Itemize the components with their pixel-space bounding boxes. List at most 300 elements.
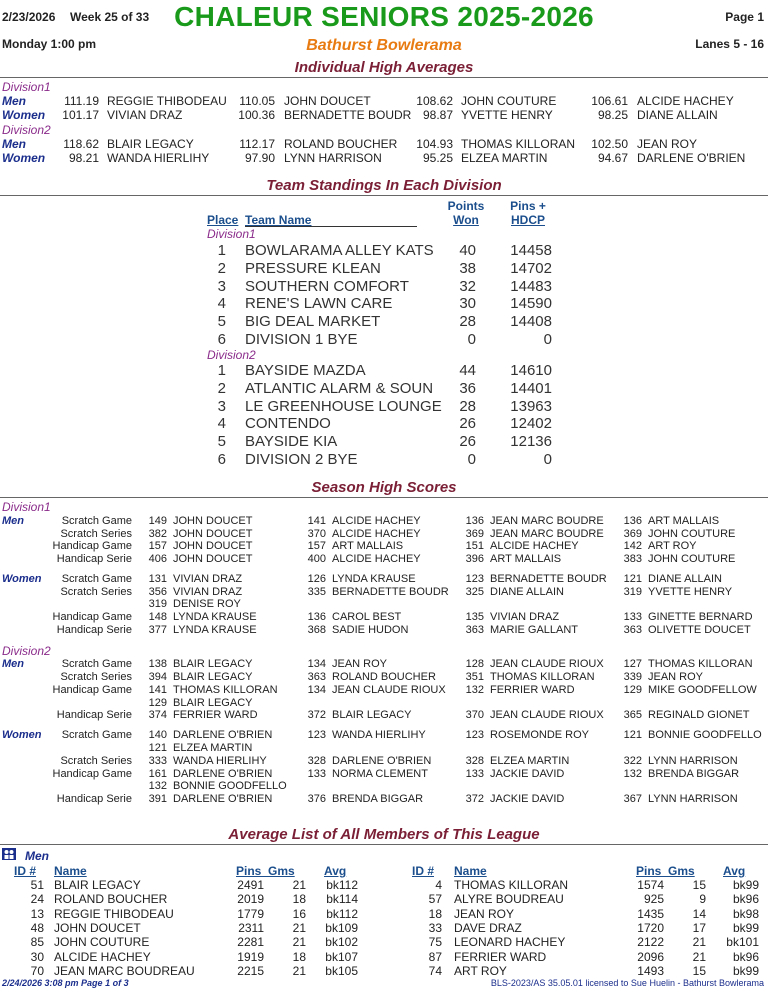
venue-name: Bathurst Bowlerama xyxy=(306,37,462,54)
sh-score: 319 xyxy=(623,586,642,598)
sh-score: 335 xyxy=(307,586,326,598)
sh-score: 141 xyxy=(307,515,326,527)
member-id: 30 xyxy=(30,950,44,964)
sh-score: 127 xyxy=(623,658,642,670)
sh-bowler-name: JOHN COUTURE xyxy=(648,553,736,565)
sh-category: Handicap Serie xyxy=(56,624,132,636)
member-id: 4 xyxy=(435,878,442,892)
high-averages-title: Individual High Averages xyxy=(294,59,474,76)
sh-division2-label: Division2 xyxy=(2,644,51,658)
col-pins-2: HDCP xyxy=(510,213,545,227)
ha-bowler-name: BERNADETTE BOUDR xyxy=(284,108,412,122)
sh-score: 396 xyxy=(465,553,484,565)
member-avg: bk98 xyxy=(732,907,759,921)
team-pins: 0 xyxy=(543,451,552,468)
member-avg: bk99 xyxy=(732,921,759,935)
member-games: 17 xyxy=(692,921,706,935)
team-points: 36 xyxy=(459,380,476,397)
sh-score: 351 xyxy=(465,671,484,683)
member-name: BLAIR LEGACY xyxy=(54,878,141,892)
member-games: 21 xyxy=(292,935,306,949)
team-name: BOWLARAMA ALLEY KATS xyxy=(245,242,434,259)
sh-score: 372 xyxy=(465,793,484,805)
team-points: 26 xyxy=(459,415,476,432)
sh-score: 328 xyxy=(307,755,326,767)
sh-bowler-name: OLIVETTE DOUCET xyxy=(648,624,751,636)
sh-score: 322 xyxy=(623,755,642,767)
sh-bowler-name: GINETTE BERNARD xyxy=(648,611,753,623)
member-name: JEAN MARC BOUDREAU xyxy=(54,964,195,978)
col-id-right: ID # xyxy=(412,864,435,878)
sh-score: 400 xyxy=(307,553,326,565)
ha-avg-value: 104.93 xyxy=(416,137,453,151)
sh-score: 372 xyxy=(307,709,326,721)
sh-score: 133 xyxy=(307,768,326,780)
sh-bowler-name: YVETTE HENRY xyxy=(648,586,733,598)
ha-bowler-name: DARLENE O'BRIEN xyxy=(637,151,746,165)
sh-bowler-name: THOMAS KILLORAN xyxy=(490,671,595,683)
member-games: 18 xyxy=(292,950,306,964)
member-id: 24 xyxy=(30,892,44,906)
team-pins: 14483 xyxy=(510,278,552,295)
sh-score: 365 xyxy=(623,709,642,721)
ha-avg-value: 98.21 xyxy=(68,151,99,165)
team-name: BAYSIDE KIA xyxy=(245,433,338,450)
team-place: 2 xyxy=(217,380,226,397)
member-name: JOHN DOUCET xyxy=(54,921,141,935)
sh-score: 383 xyxy=(623,553,642,565)
team-name: ATLANTIC ALARM & SOUN xyxy=(245,380,434,397)
ha-bowler-name: THOMAS KILLORAN xyxy=(461,137,576,151)
sh-score: 128 xyxy=(465,658,484,670)
ha-bowler-name: JOHN DOUCET xyxy=(284,94,371,108)
team-name: PRESSURE KLEAN xyxy=(245,260,381,277)
sh-bowler-name: DENISE ROY xyxy=(173,598,241,610)
col-pins-1: Pins + xyxy=(510,199,546,213)
page-number: Page 1 xyxy=(725,10,764,24)
sh-score: 126 xyxy=(307,573,326,585)
sh-score: 136 xyxy=(465,515,484,527)
sh-category: Scratch Series xyxy=(60,671,132,683)
sh-score: 368 xyxy=(307,624,326,636)
member-games: 15 xyxy=(692,878,706,892)
team-pins: 14408 xyxy=(510,313,552,330)
sh-bowler-name: FERRIER WARD xyxy=(490,684,575,696)
member-pins: 1779 xyxy=(237,907,264,921)
sh-bowler-name: JOHN DOUCET xyxy=(173,515,253,527)
team-name: LE GREENHOUSE LOUNGE xyxy=(245,398,442,415)
member-id: 74 xyxy=(428,964,442,978)
member-pins: 2019 xyxy=(237,892,264,906)
team-place: 5 xyxy=(217,313,226,330)
sh-score: 149 xyxy=(148,515,167,527)
sh-bowler-name: ROSEMONDE ROY xyxy=(490,729,590,741)
standings-division-label: Division2 xyxy=(207,348,256,362)
sh-bowler-name: BLAIR LEGACY xyxy=(173,697,253,709)
sh-bowler-name: JEAN MARC BOUDRE xyxy=(490,515,604,527)
ha-bowler-name: LYNN HARRISON xyxy=(284,151,382,165)
divider xyxy=(0,497,768,498)
ha-bowler-name: JEAN ROY xyxy=(637,137,698,151)
day-time: Monday 1:00 pm xyxy=(2,37,97,51)
sh-bowler-name: JOHN DOUCET xyxy=(173,540,253,552)
team-points: 44 xyxy=(459,362,476,379)
sh-score: 121 xyxy=(623,573,642,585)
sh-div2-men-label: Men xyxy=(2,658,24,670)
sh-score: 374 xyxy=(148,709,167,721)
sh-score: 129 xyxy=(623,684,642,696)
ha-avg-value: 101.17 xyxy=(62,108,99,122)
sh-bowler-name: JEAN MARC BOUDRE xyxy=(490,528,604,540)
member-avg: bk96 xyxy=(732,892,759,906)
sh-score: 121 xyxy=(148,742,167,754)
team-points: 40 xyxy=(459,242,476,259)
sh-score: 325 xyxy=(465,586,484,598)
team-place: 1 xyxy=(217,242,226,259)
sh-category: Scratch Series xyxy=(60,586,132,598)
sh-category: Scratch Game xyxy=(61,729,132,741)
sh-score: 339 xyxy=(623,671,642,683)
sh-bowler-name: LYNDA KRAUSE xyxy=(332,573,416,585)
member-pins: 1574 xyxy=(637,878,664,892)
member-games: 16 xyxy=(292,907,306,921)
sh-bowler-name: VIVIAN DRAZ xyxy=(173,573,243,585)
sh-category: Handicap Serie xyxy=(56,553,132,565)
sh-bowler-name: DIANE ALLAIN xyxy=(648,573,722,585)
member-pins: 1720 xyxy=(637,921,664,935)
sh-bowler-name: JEAN CLAUDE RIOUX xyxy=(490,658,604,670)
sh-bowler-name: LYNN HARRISON xyxy=(648,755,738,767)
sh-category: Scratch Series xyxy=(60,528,132,540)
sh-div1-women-label: Women xyxy=(2,573,42,585)
team-pins: 12136 xyxy=(510,433,552,450)
sh-score: 136 xyxy=(623,515,642,527)
team-points: 26 xyxy=(459,433,476,450)
member-avg: bk112 xyxy=(326,907,358,921)
member-name: THOMAS KILLORAN xyxy=(454,878,569,892)
sh-bowler-name: BLAIR LEGACY xyxy=(173,658,253,670)
sh-score: 406 xyxy=(148,553,167,565)
ha-group-label: Men xyxy=(2,137,26,151)
sh-bowler-name: REGINALD GIONET xyxy=(648,709,750,721)
sh-category: Handicap Game xyxy=(52,684,132,696)
people-icon xyxy=(2,848,16,860)
member-pins: 1493 xyxy=(637,964,664,978)
team-points: 28 xyxy=(459,398,476,415)
sh-score: 363 xyxy=(307,671,326,683)
sh-score: 161 xyxy=(148,768,167,780)
sh-bowler-name: JEAN CLAUDE RIOUX xyxy=(490,709,604,721)
sh-score: 141 xyxy=(148,684,167,696)
member-games: 21 xyxy=(692,950,706,964)
sh-score: 377 xyxy=(148,624,167,636)
ha-avg-value: 100.36 xyxy=(238,108,275,122)
member-id: 18 xyxy=(428,907,442,921)
team-name-underline xyxy=(245,226,417,227)
sh-category: Handicap Game xyxy=(52,768,132,780)
team-pins: 14401 xyxy=(510,380,552,397)
sh-bowler-name: WANDA HIERLIHY xyxy=(332,729,426,741)
avg-list-group-label: Men xyxy=(25,849,49,863)
lanes-label: Lanes 5 - 16 xyxy=(695,37,764,51)
sh-bowler-name: BRENDA BIGGAR xyxy=(332,793,424,805)
team-place: 1 xyxy=(217,362,226,379)
member-avg: bk112 xyxy=(326,878,358,892)
sh-category: Scratch Game xyxy=(61,573,132,585)
team-place: 6 xyxy=(217,451,226,468)
member-name: DAVE DRAZ xyxy=(454,921,522,935)
sh-score: 157 xyxy=(307,540,326,552)
member-pins: 1435 xyxy=(637,907,664,921)
member-games: 15 xyxy=(692,964,706,978)
sh-bowler-name: JOHN COUTURE xyxy=(648,528,736,540)
sh-bowler-name: ELZEA MARTIN xyxy=(490,755,570,767)
sh-score: 369 xyxy=(465,528,484,540)
team-name: SOUTHERN COMFORT xyxy=(245,278,409,295)
sh-score: 136 xyxy=(307,611,326,623)
team-pins: 12402 xyxy=(510,415,552,432)
sh-bowler-name: NORMA CLEMENT xyxy=(332,768,428,780)
sh-bowler-name: LYNDA KRAUSE xyxy=(173,611,257,623)
ha-avg-value: 98.87 xyxy=(422,108,453,122)
member-name: ROLAND BOUCHER xyxy=(54,892,168,906)
divider xyxy=(0,844,768,845)
member-pins: 2281 xyxy=(237,935,264,949)
sh-bowler-name: LYNDA KRAUSE xyxy=(173,624,257,636)
season-high-title: Season High Scores xyxy=(311,479,457,496)
sh-bowler-name: SADIE HUDON xyxy=(332,624,409,636)
sh-bowler-name: THOMAS KILLORAN xyxy=(173,684,278,696)
ha-avg-value: 110.05 xyxy=(239,94,275,108)
sh-score: 123 xyxy=(465,729,484,741)
sh-category: Scratch Series xyxy=(60,755,132,767)
week-label: Week 25 of 33 xyxy=(70,10,150,24)
sh-bowler-name: ART MALLAIS xyxy=(648,515,720,527)
member-games: 18 xyxy=(292,892,306,906)
member-id: 57 xyxy=(428,892,442,906)
ha-avg-value: 112.17 xyxy=(239,137,275,151)
sh-score: 328 xyxy=(465,755,484,767)
sh-bowler-name: MARIE GALLANT xyxy=(490,624,579,636)
member-avg: bk109 xyxy=(325,921,358,935)
ha-avg-value: 111.19 xyxy=(64,94,99,108)
member-name: FERRIER WARD xyxy=(454,950,547,964)
sh-score: 134 xyxy=(307,684,326,696)
sh-bowler-name: DARLENE O'BRIEN xyxy=(173,729,273,741)
team-name: DIVISION 1 BYE xyxy=(245,331,358,348)
col-team-name: Team Name xyxy=(245,213,312,227)
team-pins: 14458 xyxy=(510,242,552,259)
ha-avg-value: 118.62 xyxy=(63,137,99,151)
team-name: BAYSIDE MAZDA xyxy=(245,362,366,379)
sh-score: 151 xyxy=(465,540,484,552)
col-name-left: Name xyxy=(54,864,87,878)
member-pins: 2215 xyxy=(237,964,264,978)
footer-left: 2/24/2026 3:08 pm Page 1 of 3 xyxy=(2,978,129,988)
member-pins: 2096 xyxy=(637,950,664,964)
member-name: LEONARD HACHEY xyxy=(454,935,566,949)
ha-avg-value: 108.62 xyxy=(416,94,453,108)
team-points: 0 xyxy=(467,331,476,348)
team-points: 30 xyxy=(459,295,476,312)
sh-score: 129 xyxy=(148,697,167,709)
member-id: 85 xyxy=(30,935,44,949)
team-pins: 14702 xyxy=(510,260,552,277)
col-pins-gms-right: Pins Gms xyxy=(636,864,695,878)
sh-bowler-name: BONNIE GOODFELLO xyxy=(648,729,762,741)
ha-avg-value: 106.61 xyxy=(591,94,628,108)
member-id: 75 xyxy=(428,935,442,949)
sh-bowler-name: DARLENE O'BRIEN xyxy=(332,755,432,767)
member-games: 9 xyxy=(699,892,706,906)
ha-group-label: Men xyxy=(2,94,26,108)
ha-bowler-name: WANDA HIERLIHY xyxy=(107,151,210,165)
league-title: CHALEUR SENIORS 2025-2026 xyxy=(174,1,594,32)
member-games: 14 xyxy=(692,907,706,921)
sh-score: 157 xyxy=(148,540,167,552)
member-pins: 2311 xyxy=(238,921,264,935)
col-id-left: ID # xyxy=(14,864,37,878)
sh-bowler-name: BONNIE GOODFELLO xyxy=(173,780,287,792)
sh-score: 131 xyxy=(148,573,167,585)
team-name: BIG DEAL MARKET xyxy=(245,313,381,330)
sh-score: 134 xyxy=(307,658,326,670)
member-games: 21 xyxy=(292,921,306,935)
sh-bowler-name: DARLENE O'BRIEN xyxy=(173,768,273,780)
member-pins: 2122 xyxy=(637,935,664,949)
sh-bowler-name: BERNADETTE BOUDR xyxy=(490,573,607,585)
member-id: 13 xyxy=(30,907,44,921)
sh-bowler-name: LYNN HARRISON xyxy=(648,793,738,805)
standings-division-label: Division1 xyxy=(207,227,256,241)
sh-div2-women-label: Women xyxy=(2,729,42,741)
team-pins: 14610 xyxy=(510,362,552,379)
team-place: 6 xyxy=(217,331,226,348)
sh-score: 367 xyxy=(623,793,642,805)
sh-score: 132 xyxy=(623,768,642,780)
sh-div1-men-label: Men xyxy=(2,515,24,527)
member-pins: 1919 xyxy=(237,950,264,964)
team-pins: 14590 xyxy=(510,295,552,312)
sh-bowler-name: CAROL BEST xyxy=(332,611,402,623)
col-name-right: Name xyxy=(454,864,487,878)
member-name: REGGIE THIBODEAU xyxy=(54,907,174,921)
member-games: 21 xyxy=(292,964,306,978)
member-id: 70 xyxy=(30,964,44,978)
sh-bowler-name: THOMAS KILLORAN xyxy=(648,658,753,670)
sh-bowler-name: JOHN DOUCET xyxy=(173,553,253,565)
col-points-2: Won xyxy=(453,213,479,227)
sh-bowler-name: BLAIR LEGACY xyxy=(332,709,412,721)
sh-bowler-name: ART MALLAIS xyxy=(490,553,562,565)
sh-score: 123 xyxy=(465,573,484,585)
ha-bowler-name: REGGIE THIBODEAU xyxy=(107,94,227,108)
sh-score: 123 xyxy=(307,729,326,741)
ha-bowler-name: JOHN COUTURE xyxy=(461,94,557,108)
sh-score: 133 xyxy=(465,768,484,780)
ha-bowler-name: YVETTE HENRY xyxy=(461,108,553,122)
sh-bowler-name: VIVIAN DRAZ xyxy=(173,586,243,598)
member-name: JEAN ROY xyxy=(454,907,515,921)
ha-bowler-name: VIVIAN DRAZ xyxy=(107,108,183,122)
sh-bowler-name: ALCIDE HACHEY xyxy=(332,553,421,565)
sh-bowler-name: ALCIDE HACHEY xyxy=(332,515,421,527)
member-id: 51 xyxy=(30,878,44,892)
sh-score: 148 xyxy=(148,611,167,623)
sh-category: Handicap Serie xyxy=(56,793,132,805)
ha-bowler-name: BLAIR LEGACY xyxy=(107,137,194,151)
sh-bowler-name: JACKIE DAVID xyxy=(490,768,565,780)
sh-score: 370 xyxy=(307,528,326,540)
member-name: ART ROY xyxy=(454,964,507,978)
member-avg: bk101 xyxy=(726,935,759,949)
col-place: Place xyxy=(207,213,239,227)
sh-category: Handicap Game xyxy=(52,611,132,623)
team-points: 38 xyxy=(459,260,476,277)
member-games: 21 xyxy=(292,878,306,892)
ha-bowler-name: ALCIDE HACHEY xyxy=(637,94,734,108)
member-avg: bk99 xyxy=(732,964,759,978)
sh-score: 135 xyxy=(465,611,484,623)
sh-score: 333 xyxy=(148,755,167,767)
team-name: DIVISION 2 BYE xyxy=(245,451,358,468)
member-avg: bk102 xyxy=(325,935,358,949)
member-avg: bk114 xyxy=(326,892,358,906)
sh-score: 132 xyxy=(148,780,167,792)
member-avg: bk105 xyxy=(325,964,358,978)
ha-group-label: Women xyxy=(2,151,46,165)
team-points: 32 xyxy=(459,278,476,295)
sh-score: 138 xyxy=(148,658,167,670)
avg-list-title: Average List of All Members of This League xyxy=(228,826,540,843)
team-place: 5 xyxy=(217,433,226,450)
sh-score: 376 xyxy=(307,793,326,805)
member-pins: 2491 xyxy=(237,878,264,892)
member-name: JOHN COUTURE xyxy=(54,935,150,949)
sh-score: 319 xyxy=(148,598,167,610)
sh-bowler-name: JEAN CLAUDE RIOUX xyxy=(332,684,446,696)
sh-bowler-name: ART ROY xyxy=(648,540,697,552)
sh-category: Handicap Serie xyxy=(56,709,132,721)
sh-bowler-name: JEAN ROY xyxy=(648,671,704,683)
member-name: ALCIDE HACHEY xyxy=(54,950,151,964)
sh-bowler-name: FERRIER WARD xyxy=(173,709,258,721)
sh-score: 369 xyxy=(623,528,642,540)
sh-bowler-name: VIVIAN DRAZ xyxy=(490,611,560,623)
standings-title: Team Standings In Each Division xyxy=(266,177,502,194)
ha-avg-value: 98.25 xyxy=(597,108,628,122)
sh-bowler-name: BLAIR LEGACY xyxy=(173,671,253,683)
member-id: 48 xyxy=(30,921,44,935)
team-name: CONTENDO xyxy=(245,415,331,432)
divider xyxy=(0,77,768,78)
member-avg: bk96 xyxy=(732,950,759,964)
col-pins-gms-left: Pins Gms xyxy=(236,864,295,878)
sh-score: 133 xyxy=(623,611,642,623)
ha-division-label: Division1 xyxy=(2,80,51,94)
sh-bowler-name: ART MALLAIS xyxy=(332,540,404,552)
ha-division-label: Division2 xyxy=(2,123,51,137)
sh-bowler-name: BERNADETTE BOUDR xyxy=(332,586,449,598)
sh-category: Scratch Game xyxy=(61,515,132,527)
team-place: 4 xyxy=(217,415,226,432)
sh-score: 363 xyxy=(465,624,484,636)
sh-bowler-name: ROLAND BOUCHER xyxy=(332,671,436,683)
sh-category: Handicap Game xyxy=(52,540,132,552)
sh-score: 132 xyxy=(465,684,484,696)
member-games: 21 xyxy=(692,935,706,949)
report-date: 2/23/2026 xyxy=(2,10,56,24)
